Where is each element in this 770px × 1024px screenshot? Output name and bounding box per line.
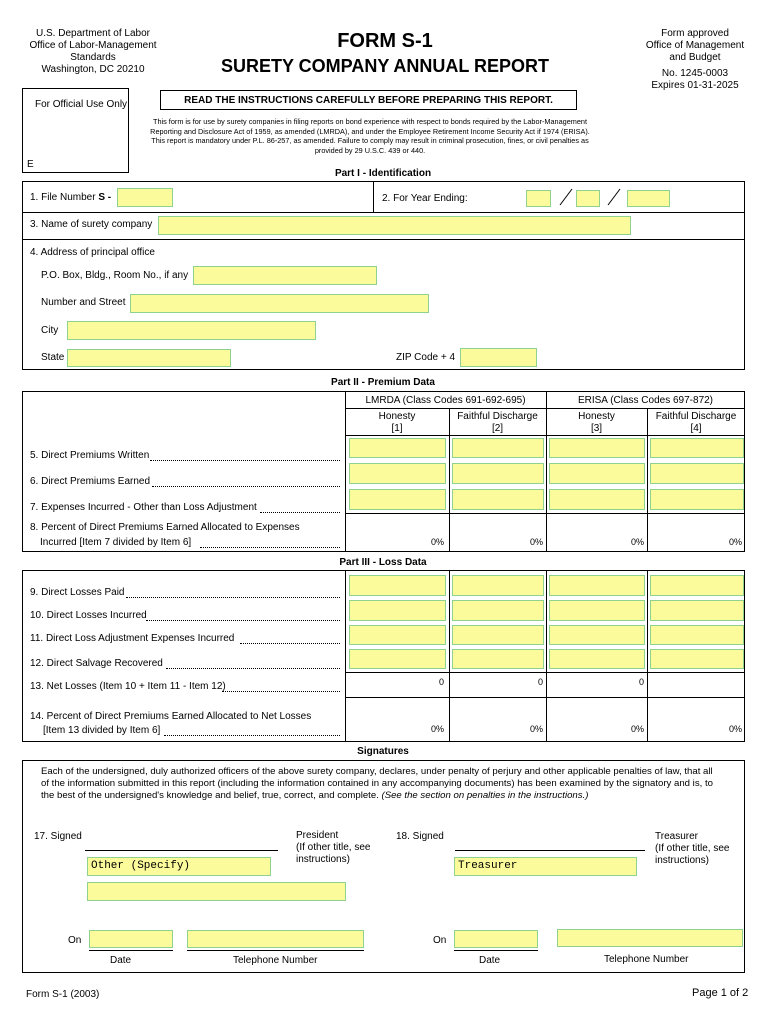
column-header: Honesty [3] bbox=[578, 411, 615, 434]
row11-col1-input[interactable] bbox=[349, 625, 446, 645]
row8-col4-value: 0% bbox=[728, 537, 742, 547]
row12-col3-input[interactable] bbox=[549, 649, 645, 669]
date17-input[interactable] bbox=[89, 930, 173, 948]
slash-icon bbox=[606, 187, 622, 207]
title17-other-input[interactable] bbox=[87, 882, 346, 901]
row7-col4-input[interactable] bbox=[650, 489, 744, 510]
page-number: Page 1 of 2 bbox=[692, 987, 749, 999]
city-input[interactable] bbox=[67, 321, 316, 340]
signatures-title: Signatures bbox=[357, 746, 409, 757]
part3-title: Part III - Loss Data bbox=[339, 557, 427, 568]
row9-col4-input[interactable] bbox=[650, 575, 744, 596]
row5-col2-input[interactable] bbox=[452, 438, 544, 458]
address-label: 4. Address of principal office bbox=[30, 247, 155, 258]
row6-col3-input[interactable] bbox=[549, 463, 645, 484]
row11-col2-input[interactable] bbox=[452, 625, 544, 645]
row10-col4-input[interactable] bbox=[650, 600, 744, 621]
row8-label-2: Incurred [Item 7 divided by Item 6] bbox=[40, 537, 192, 548]
state-input[interactable] bbox=[67, 349, 231, 367]
lmrda-header: LMRDA (Class Codes 691-692-695) bbox=[365, 395, 526, 406]
row7-label: 7. Expenses Incurred - Other than Loss Adjustment bbox=[30, 502, 257, 513]
row7-col2-input[interactable] bbox=[452, 489, 544, 510]
part1-title: Part I - Identification bbox=[334, 168, 432, 179]
omb-line: Form approved bbox=[661, 28, 729, 39]
row6-label: 6. Direct Premiums Earned bbox=[30, 476, 151, 487]
row6-col4-input[interactable] bbox=[650, 463, 744, 484]
row9-col2-input[interactable] bbox=[452, 575, 544, 596]
street-input[interactable] bbox=[130, 294, 429, 313]
company-label: 3. Name of surety company bbox=[30, 219, 153, 230]
year-month-input[interactable] bbox=[526, 190, 551, 207]
row12-col4-input[interactable] bbox=[650, 649, 744, 669]
phone17-label: Telephone Number bbox=[233, 955, 318, 966]
phone18-input[interactable] bbox=[557, 929, 743, 947]
row8-col2-value: 0% bbox=[529, 537, 543, 547]
row14-col2-value: 0% bbox=[529, 724, 543, 734]
file-number-label: 1. File Number S - bbox=[30, 192, 112, 203]
zip-input[interactable] bbox=[460, 348, 537, 367]
row5-col1-input[interactable] bbox=[349, 438, 446, 458]
agency-line: Office of Labor-Management bbox=[29, 40, 157, 51]
form-id: Form S-1 (2003) bbox=[26, 989, 100, 1000]
official-use-mark: E bbox=[27, 159, 34, 170]
form-title: FORM S-1 bbox=[337, 30, 433, 52]
row13-col1-value: 0 bbox=[438, 677, 444, 687]
part2-title: Part II - Premium Data bbox=[331, 377, 435, 388]
row12-label: 12. Direct Salvage Recovered bbox=[30, 658, 163, 669]
column-header: Honesty [1] bbox=[378, 411, 416, 434]
omb-number: No. 1245-0003 bbox=[661, 68, 729, 79]
title18-input[interactable]: Treasurer bbox=[454, 857, 637, 876]
on17-label: On bbox=[68, 935, 82, 946]
row11-col3-input[interactable] bbox=[549, 625, 645, 645]
city-label: City bbox=[41, 325, 59, 336]
phone17-input[interactable] bbox=[187, 930, 364, 948]
date18-input[interactable] bbox=[454, 930, 538, 948]
file-number-input[interactable] bbox=[117, 188, 173, 207]
row9-label: 9. Direct Losses Paid bbox=[30, 587, 125, 598]
row5-col3-input[interactable] bbox=[549, 438, 645, 458]
treasurer-label: Treasurer (If other title, see instructions) bbox=[655, 831, 730, 866]
year-day-input[interactable] bbox=[576, 190, 600, 207]
notice-text: This form is for use by surety companies in filing reports on bond experience with respect to bonds required by the Labor-Management Reporting and Disclosure Act of 1959, as amended (LMRDA), and under the Employee Retirement Income Security Act if 1974 (ERISA). This report is mandatory under P.L. 86-257, as amended. Failure to comply may result in criminal prosecution, fines, or civil penalties as provided by 29 U.S.C. 439 or 440. bbox=[150, 117, 590, 155]
row14-col4-value: 0% bbox=[728, 724, 742, 734]
row10-label: 10. Direct Losses Incurred bbox=[30, 610, 147, 621]
row10-col2-input[interactable] bbox=[452, 600, 544, 621]
president-label: President (If other title, see instructions) bbox=[296, 830, 371, 865]
row12-col1-input[interactable] bbox=[349, 649, 446, 669]
row10-col3-input[interactable] bbox=[549, 600, 645, 621]
row5-label: 5. Direct Premiums Written bbox=[30, 450, 150, 461]
row9-col1-input[interactable] bbox=[349, 575, 446, 596]
po-box-input[interactable] bbox=[193, 266, 377, 285]
row5-col4-input[interactable] bbox=[650, 438, 744, 458]
omb-line: and Budget bbox=[669, 52, 721, 63]
column-header: Faithful Discharge [2] bbox=[457, 411, 538, 434]
row6-col2-input[interactable] bbox=[452, 463, 544, 484]
po-box-label: P.O. Box, Bldg., Room No., if any bbox=[41, 270, 189, 281]
omb-expires: Expires 01-31-2025 bbox=[651, 80, 739, 91]
agency-line: Standards bbox=[70, 52, 116, 63]
row8-label-1: 8. Percent of Direct Premiums Earned Allocated to Expenses bbox=[30, 522, 300, 533]
row11-col4-input[interactable] bbox=[650, 625, 744, 645]
row14-col1-value: 0% bbox=[430, 724, 444, 734]
phone18-label: Telephone Number bbox=[604, 954, 689, 965]
official-use-label: For Official Use Only bbox=[35, 99, 128, 110]
state-label: State bbox=[41, 352, 65, 363]
row7-col1-input[interactable] bbox=[349, 489, 446, 510]
form-subtitle: SURETY COMPANY ANNUAL REPORT bbox=[220, 56, 550, 76]
signed18-label: 18. Signed bbox=[396, 831, 444, 842]
row13-col3-value: 0 bbox=[638, 677, 644, 687]
year-ending-label: 2. For Year Ending: bbox=[382, 193, 468, 204]
row6-col1-input[interactable] bbox=[349, 463, 446, 484]
row11-label: 11. Direct Loss Adjustment Expenses Incurred bbox=[30, 633, 235, 644]
row14-label-2: [Item 13 divided by Item 6] bbox=[43, 725, 161, 736]
agency-block bbox=[18, 28, 168, 76]
slash-icon bbox=[558, 187, 574, 207]
erisa-header: ERISA (Class Codes 697-872) bbox=[577, 395, 714, 406]
year-year-input[interactable] bbox=[627, 190, 670, 207]
street-label: Number and Street bbox=[41, 297, 126, 308]
row8-col3-value: 0% bbox=[630, 537, 644, 547]
company-name-input[interactable] bbox=[158, 216, 631, 235]
row9-col3-input[interactable] bbox=[549, 575, 645, 596]
row12-col2-input[interactable] bbox=[452, 649, 544, 669]
on18-label: On bbox=[433, 935, 447, 946]
declaration-text: Each of the undersigned, duly authorized officers of the above surety company, declares, under penalty of perjury and other applicable penalties of law, that all of the information submitted in this report (including the information contained in any accompanying documents) has been examined by the signatory and is, to the best of the undersigned's knowledge and belief, true, correct, and complete. (See the section on penalties in the instructions.) bbox=[41, 766, 713, 801]
agency-line: Washington, DC 20210 bbox=[41, 64, 145, 75]
official-use-box bbox=[22, 88, 129, 173]
row8-col1-value: 0% bbox=[430, 537, 444, 547]
omb-line: Office of Management bbox=[645, 40, 745, 51]
row13-col2-value: 0 bbox=[537, 677, 543, 687]
omb-block bbox=[630, 28, 760, 92]
zip-label: ZIP Code + 4 bbox=[396, 352, 456, 363]
instructions-banner bbox=[160, 90, 577, 110]
date18-label: Date bbox=[479, 955, 501, 966]
signed17-label: 17. Signed bbox=[34, 831, 82, 842]
row14-label-1: 14. Percent of Direct Premiums Earned Allocated to Net Losses bbox=[30, 711, 312, 722]
agency-line: U.S. Department of Labor bbox=[36, 28, 150, 39]
date17-label: Date bbox=[110, 955, 132, 966]
row7-col3-input[interactable] bbox=[549, 489, 645, 510]
row14-col3-value: 0% bbox=[630, 724, 644, 734]
row13-label: 13. Net Losses (Item 10 + Item 11 - Item 12) bbox=[30, 681, 226, 692]
title17-input[interactable]: Other (Specify) bbox=[87, 857, 271, 876]
row10-col1-input[interactable] bbox=[349, 600, 446, 621]
instructions-banner-text: READ THE INSTRUCTIONS CAREFULLY BEFORE PREPARING THIS REPORT. bbox=[184, 95, 553, 106]
column-header: Faithful Discharge [4] bbox=[655, 411, 737, 434]
